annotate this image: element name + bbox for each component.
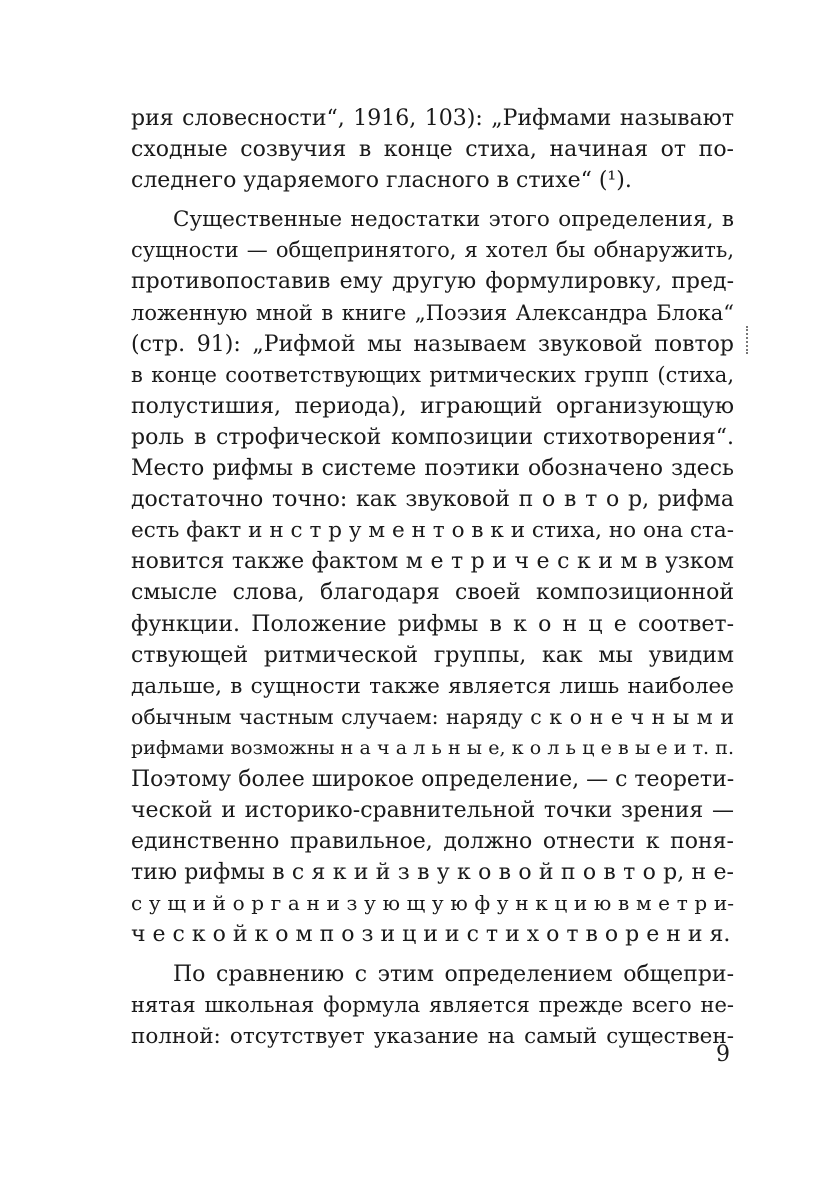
text-line: Поэтому более широкое определение, — с теорети-: [131, 766, 735, 792]
body-text: [131, 103, 734, 1052]
text-line: ческой и историко-сравнительной точки зрения —: [131, 798, 734, 824]
page-number: 9: [716, 1042, 730, 1067]
text-line: нятая школьная формула является прежде всего не-: [131, 992, 734, 1017]
text-line: Место рифмы в системе поэтики обозначено здесь: [131, 456, 734, 482]
text-line: тию рифмы в с я к и й з в у к о в о й п о в т о р, н е-: [131, 860, 734, 886]
text-line: функции. Положение рифмы в к о н ц е соответ-: [131, 611, 734, 637]
text-line: единственно правильное, должно отнести к поня-: [131, 829, 734, 855]
text-line: полустишия, периода), играющий организующую: [131, 393, 734, 419]
paragraph-3: [131, 959, 734, 1052]
text-line: обычным частным случаем: наряду с к о н е ч н ы м и: [131, 704, 734, 729]
text-line: сущности — общепринятого, я хотел бы обнаружить,: [131, 238, 734, 263]
text-line: достаточно точно: как звуковой п о в т о р, рифма: [131, 487, 734, 513]
text-line: рия словесности“, 1916, 103): „Рифмами называют: [131, 106, 734, 131]
text-line: роль в строфической композиции стихотворения“.: [131, 424, 734, 450]
text-line: новится также фактом м е т р и ч е с к и м в узком: [131, 549, 734, 575]
paragraph-2: [131, 204, 734, 950]
text-line: Существенные недостатки этого определения, в: [173, 207, 734, 233]
text-line: сходные созвучия в конце стиха, начиная от по-: [131, 137, 734, 163]
text-line: рифмами возможны н а ч а л ь н ы е, к о л ь ц е в ы е и т. п.: [131, 736, 734, 759]
text-line: дальше, в сущности также является лишь наиболее: [131, 673, 734, 699]
paragraph-gap: [131, 196, 734, 204]
text-line: следнего ударяемого гласного в стихе“ (¹).: [131, 168, 632, 194]
text-line: По сравнению с этим определением общепри-: [173, 961, 734, 987]
margin-mark: [746, 326, 750, 354]
text-line: есть факт и н с т р у м е н т о в к и стиха, но она ста-: [131, 518, 734, 544]
paragraph-1: [131, 103, 734, 196]
text-line: противопоставив ему другую формулировку, пред-: [131, 269, 734, 295]
text-line: в конце соответствующих ритмических групп (стиха,: [131, 362, 734, 387]
paragraph-gap: [131, 951, 734, 959]
text-line: с у щ и й о р г а н и з у ю щ у ю ф у н к ц и ю в м е т р и-: [131, 891, 734, 916]
text-line: смысле слова, благодаря своей композиционной: [131, 580, 734, 606]
text-line: ложенную мной в книге „Поэзия Александра Блока“: [131, 300, 734, 325]
text-line: ч е с к о й к о м п о з и ц и и с т и х о т в о р е н и я.: [131, 922, 731, 948]
text-line: полной: отсутствует указание на самый существен-: [131, 1023, 734, 1049]
text-line: ствующей ритмической группы, как мы увидим: [131, 642, 734, 668]
text-line: (стр. 91): „Рифмой мы называем звуковой повтор: [131, 331, 734, 357]
